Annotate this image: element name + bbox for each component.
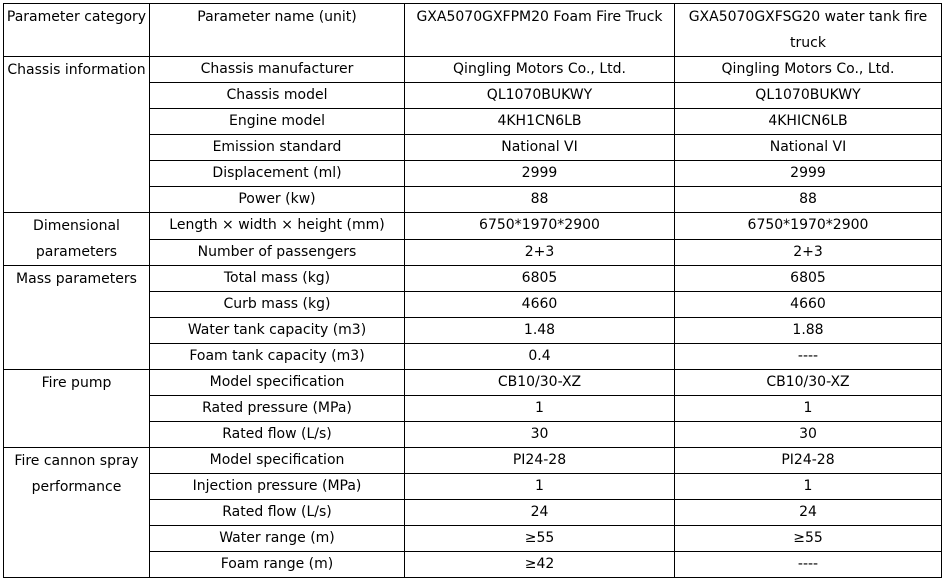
foam-truck-value-cell: ≥55 [405, 526, 675, 552]
parameter-name-cell: Number of passengers [150, 239, 405, 266]
foam-truck-value-cell: 0.4 [405, 344, 675, 370]
foam-truck-value-cell: CB10/30-XZ [405, 370, 675, 396]
fire-truck-spec-table [3, 3, 942, 578]
parameter-name-cell: Chassis manufacturer [150, 57, 405, 83]
parameter-name-cell: Rated flow (L/s) [150, 422, 405, 448]
foam-truck-value-cell: ≥42 [405, 552, 675, 578]
category-cell: Chassis information [4, 57, 150, 213]
parameter-name-cell: Displacement (ml) [150, 161, 405, 187]
header-water-truck: GXA5070GXFSG20 water tank fire truck [675, 4, 942, 57]
foam-truck-value-cell: National VI [405, 135, 675, 161]
water-truck-value-cell: CB10/30-XZ [675, 370, 942, 396]
water-truck-value-cell: Qingling Motors Co., Ltd. [675, 57, 942, 83]
water-truck-value-cell: ---- [675, 344, 942, 370]
foam-truck-value-cell: 1 [405, 474, 675, 500]
water-truck-value-cell: 24 [675, 500, 942, 526]
table-row [4, 57, 942, 83]
water-truck-value-cell: 6750*1970*2900 [675, 213, 942, 240]
parameter-name-cell: Total mass (kg) [150, 266, 405, 292]
table-row [4, 213, 942, 240]
table-row [4, 448, 942, 474]
foam-truck-value-cell: 6750*1970*2900 [405, 213, 675, 240]
parameter-name-cell: Water tank capacity (m3) [150, 318, 405, 344]
parameter-name-cell: Engine model [150, 109, 405, 135]
parameter-name-cell: Foam range (m) [150, 552, 405, 578]
water-truck-value-cell: 30 [675, 422, 942, 448]
header-row [4, 4, 942, 57]
foam-truck-value-cell: 30 [405, 422, 675, 448]
parameter-name-cell: Rated pressure (MPa) [150, 396, 405, 422]
foam-truck-value-cell: 4KH1CN6LB [405, 109, 675, 135]
water-truck-value-cell: PI24-28 [675, 448, 942, 474]
header-category: Parameter category [4, 4, 150, 57]
category-cell: Fire pump [4, 370, 150, 448]
foam-truck-value-cell: QL1070BUKWY [405, 83, 675, 109]
foam-truck-value-cell: 2999 [405, 161, 675, 187]
water-truck-value-cell: ---- [675, 552, 942, 578]
header-foam-truck: GXA5070GXFPM20 Foam Fire Truck [405, 4, 675, 57]
parameter-name-cell: Water range (m) [150, 526, 405, 552]
category-cell: Dimensional parameters [4, 213, 150, 266]
foam-truck-value-cell: Qingling Motors Co., Ltd. [405, 57, 675, 83]
parameter-name-cell: Rated flow (L/s) [150, 500, 405, 526]
water-truck-value-cell: 4660 [675, 292, 942, 318]
water-truck-value-cell: 2999 [675, 161, 942, 187]
parameter-name-cell: Power (kw) [150, 187, 405, 213]
foam-truck-value-cell: 88 [405, 187, 675, 213]
water-truck-value-cell: 1 [675, 396, 942, 422]
category-cell: Fire cannon spray performance [4, 448, 150, 578]
water-truck-value-cell: National VI [675, 135, 942, 161]
water-truck-value-cell: 6805 [675, 266, 942, 292]
foam-truck-value-cell: 1.48 [405, 318, 675, 344]
parameter-name-cell: Model specification [150, 370, 405, 396]
parameter-name-cell: Injection pressure (MPa) [150, 474, 405, 500]
water-truck-value-cell: 2+3 [675, 239, 942, 266]
water-truck-value-cell: 1.88 [675, 318, 942, 344]
water-truck-value-cell: 88 [675, 187, 942, 213]
category-cell: Mass parameters [4, 266, 150, 370]
water-truck-value-cell: ≥55 [675, 526, 942, 552]
foam-truck-value-cell: 6805 [405, 266, 675, 292]
parameter-name-cell: Model specification [150, 448, 405, 474]
foam-truck-value-cell: PI24-28 [405, 448, 675, 474]
foam-truck-value-cell: 24 [405, 500, 675, 526]
parameter-name-cell: Emission standard [150, 135, 405, 161]
parameter-name-cell: Length × width × height (mm) [150, 213, 405, 240]
spec-table-body [4, 57, 942, 578]
water-truck-value-cell: 1 [675, 474, 942, 500]
table-row [4, 370, 942, 396]
water-truck-value-cell: QL1070BUKWY [675, 83, 942, 109]
water-truck-value-cell: 4KHICN6LB [675, 109, 942, 135]
parameter-name-cell: Chassis model [150, 83, 405, 109]
spec-table-container [3, 3, 942, 578]
parameter-name-cell: Foam tank capacity (m3) [150, 344, 405, 370]
header-parameter-name: Parameter name (unit) [150, 4, 405, 57]
foam-truck-value-cell: 2+3 [405, 239, 675, 266]
foam-truck-value-cell: 4660 [405, 292, 675, 318]
foam-truck-value-cell: 1 [405, 396, 675, 422]
parameter-name-cell: Curb mass (kg) [150, 292, 405, 318]
table-row [4, 266, 942, 292]
